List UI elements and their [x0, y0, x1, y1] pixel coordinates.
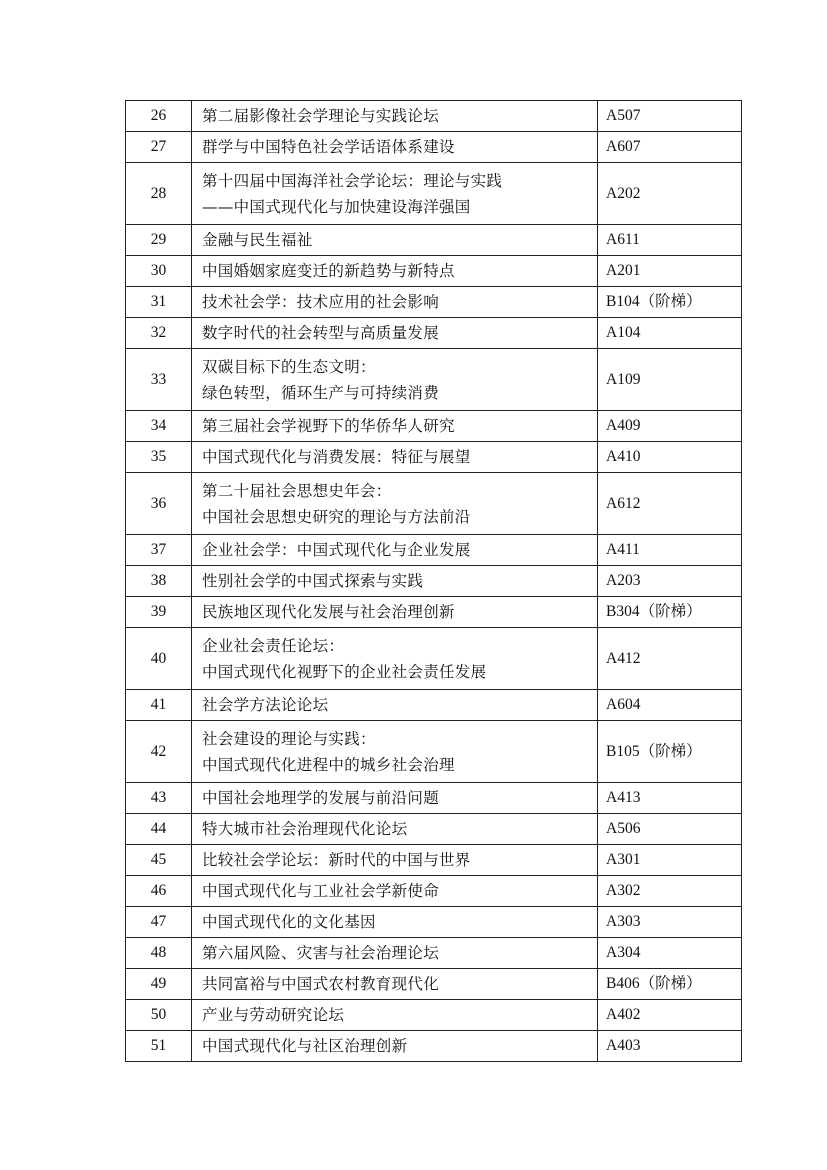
- row-number-cell: 44: [126, 814, 192, 845]
- forum-title-cell: [192, 938, 598, 969]
- room-cell: A413: [598, 783, 742, 814]
- forum-title-cell: [192, 721, 598, 783]
- table-body: [126, 101, 742, 1062]
- table-row: [126, 597, 742, 628]
- room-cell: B406（阶梯）: [598, 969, 742, 1000]
- forum-title-cell: [192, 535, 598, 566]
- forum-title-line: 中国式现代化与消费发展：特征与展望: [202, 448, 471, 466]
- forum-title-line: 比较社会学论坛：新时代的中国与世界: [202, 851, 471, 869]
- forum-title-cell: [192, 907, 598, 938]
- row-number-cell: 51: [126, 1031, 192, 1062]
- forum-title-line: 性别社会学的中国式探索与实践: [202, 572, 424, 590]
- forum-title-line: 第三届社会学视野下的华侨华人研究: [202, 417, 455, 435]
- forum-title-cell: [192, 132, 598, 163]
- forum-title-line: 企业社会学：中国式现代化与企业发展: [202, 541, 471, 559]
- room-cell: A409: [598, 411, 742, 442]
- table-row: [126, 473, 742, 535]
- room-cell: A612: [598, 473, 742, 535]
- forum-title-line: 第六届风险、灾害与社会治理论坛: [202, 944, 440, 962]
- forum-title-cell: [192, 566, 598, 597]
- forum-title-line: 中国式现代化与社区治理创新: [202, 1037, 408, 1055]
- room-cell: A604: [598, 690, 742, 721]
- forum-title-cell: [192, 1000, 598, 1031]
- row-number-cell: 40: [126, 628, 192, 690]
- forum-title-line: 绿色转型，循环生产与可持续消费: [202, 383, 440, 402]
- forum-title-cell: [192, 783, 598, 814]
- forum-title-line: 双碳目标下的生态文明：: [202, 357, 376, 376]
- table-row: [126, 969, 742, 1000]
- table-row: [126, 318, 742, 349]
- forum-title-line: 中国式现代化与工业社会学新使命: [202, 882, 440, 900]
- forum-title-cell: [192, 349, 598, 411]
- forum-title-cell: [192, 163, 598, 225]
- forum-title-cell: [192, 101, 598, 132]
- room-cell: A303: [598, 907, 742, 938]
- room-cell: A104: [598, 318, 742, 349]
- forum-title-cell: [192, 411, 598, 442]
- forum-title-cell: [192, 225, 598, 256]
- forum-title-line: 企业社会责任论坛：: [202, 636, 345, 655]
- row-number-cell: 36: [126, 473, 192, 535]
- forum-title-cell: [192, 876, 598, 907]
- room-cell: A410: [598, 442, 742, 473]
- room-cell: A203: [598, 566, 742, 597]
- forum-schedule-table: [125, 100, 742, 1062]
- forum-title-line: 中国式现代化的文化基因: [202, 913, 376, 931]
- forum-title-line: 中国式现代化进程中的城乡社会治理: [202, 755, 455, 774]
- table-row: [126, 163, 742, 225]
- room-cell: A202: [598, 163, 742, 225]
- row-number-cell: 31: [126, 287, 192, 318]
- forum-title-cell: [192, 287, 598, 318]
- row-number-cell: 48: [126, 938, 192, 969]
- row-number-cell: 39: [126, 597, 192, 628]
- table-row: [126, 442, 742, 473]
- row-number-cell: 33: [126, 349, 192, 411]
- row-number-cell: 30: [126, 256, 192, 287]
- room-cell: B304（阶梯）: [598, 597, 742, 628]
- forum-title-line: 中国社会地理学的发展与前沿问题: [202, 789, 440, 807]
- forum-title-cell: [192, 1031, 598, 1062]
- room-cell: A412: [598, 628, 742, 690]
- row-number-cell: 34: [126, 411, 192, 442]
- forum-title-line: 中国婚姻家庭变迁的新趋势与新特点: [202, 262, 455, 280]
- room-cell: A507: [598, 101, 742, 132]
- forum-title-line: ——中国式现代化与加快建设海洋强国: [202, 197, 471, 216]
- row-number-cell: 29: [126, 225, 192, 256]
- forum-title-line: 金融与民生福祉: [202, 231, 313, 249]
- table-row: [126, 628, 742, 690]
- forum-title-cell: [192, 473, 598, 535]
- row-number-cell: 43: [126, 783, 192, 814]
- table-row: [126, 287, 742, 318]
- room-cell: A402: [598, 1000, 742, 1031]
- table-row: [126, 938, 742, 969]
- row-number-cell: 46: [126, 876, 192, 907]
- table-row: [126, 783, 742, 814]
- forum-title-line: 社会建设的理论与实践：: [202, 729, 376, 748]
- row-number-cell: 47: [126, 907, 192, 938]
- room-cell: A302: [598, 876, 742, 907]
- room-cell: A506: [598, 814, 742, 845]
- forum-title-line: 产业与劳动研究论坛: [202, 1006, 345, 1024]
- forum-title-cell: [192, 597, 598, 628]
- row-number-cell: 27: [126, 132, 192, 163]
- forum-title-cell: [192, 628, 598, 690]
- forum-title-cell: [192, 690, 598, 721]
- room-cell: A201: [598, 256, 742, 287]
- table-row: [126, 256, 742, 287]
- row-number-cell: 37: [126, 535, 192, 566]
- row-number-cell: 38: [126, 566, 192, 597]
- table-row: [126, 566, 742, 597]
- table-row: [126, 411, 742, 442]
- row-number-cell: 32: [126, 318, 192, 349]
- forum-title-cell: [192, 318, 598, 349]
- room-cell: B105（阶梯）: [598, 721, 742, 783]
- table-row: [126, 1000, 742, 1031]
- forum-title-line: 第十四届中国海洋社会学论坛：理论与实践: [202, 171, 503, 190]
- table-row: [126, 101, 742, 132]
- room-cell: A301: [598, 845, 742, 876]
- forum-title-line: 第二届影像社会学理论与实践论坛: [202, 107, 440, 125]
- table-row: [126, 132, 742, 163]
- room-cell: A403: [598, 1031, 742, 1062]
- row-number-cell: 26: [126, 101, 192, 132]
- forum-title-line: 民族地区现代化发展与社会治理创新: [202, 603, 455, 621]
- table-row: [126, 907, 742, 938]
- room-cell: A304: [598, 938, 742, 969]
- forum-title-line: 共同富裕与中国式农村教育现代化: [202, 975, 440, 993]
- room-cell: B104（阶梯）: [598, 287, 742, 318]
- forum-title-line: 中国社会思想史研究的理论与方法前沿: [202, 507, 471, 526]
- row-number-cell: 42: [126, 721, 192, 783]
- room-cell: A607: [598, 132, 742, 163]
- room-cell: A611: [598, 225, 742, 256]
- forum-title-line: 第二十届社会思想史年会：: [202, 481, 392, 500]
- table-row: [126, 349, 742, 411]
- row-number-cell: 50: [126, 1000, 192, 1031]
- row-number-cell: 49: [126, 969, 192, 1000]
- forum-title-cell: [192, 256, 598, 287]
- forum-title-line: 数字时代的社会转型与高质量发展: [202, 324, 440, 342]
- row-number-cell: 28: [126, 163, 192, 225]
- row-number-cell: 41: [126, 690, 192, 721]
- forum-title-cell: [192, 442, 598, 473]
- table-row: [126, 845, 742, 876]
- forum-title-cell: [192, 814, 598, 845]
- forum-title-line: 中国式现代化视野下的企业社会责任发展: [202, 662, 487, 681]
- table-row: [126, 535, 742, 566]
- room-cell: A109: [598, 349, 742, 411]
- table-row: [126, 1031, 742, 1062]
- forum-title-line: 特大城市社会治理现代化论坛: [202, 820, 408, 838]
- row-number-cell: 35: [126, 442, 192, 473]
- table-row: [126, 876, 742, 907]
- table-row: [126, 690, 742, 721]
- table-row: [126, 225, 742, 256]
- forum-title-cell: [192, 845, 598, 876]
- table-row: [126, 814, 742, 845]
- table-row: [126, 721, 742, 783]
- row-number-cell: 45: [126, 845, 192, 876]
- room-cell: A411: [598, 535, 742, 566]
- forum-title-cell: [192, 969, 598, 1000]
- forum-title-line: 群学与中国特色社会学话语体系建设: [202, 138, 455, 156]
- forum-title-line: 技术社会学：技术应用的社会影响: [202, 293, 440, 311]
- forum-title-line: 社会学方法论论坛: [202, 696, 329, 714]
